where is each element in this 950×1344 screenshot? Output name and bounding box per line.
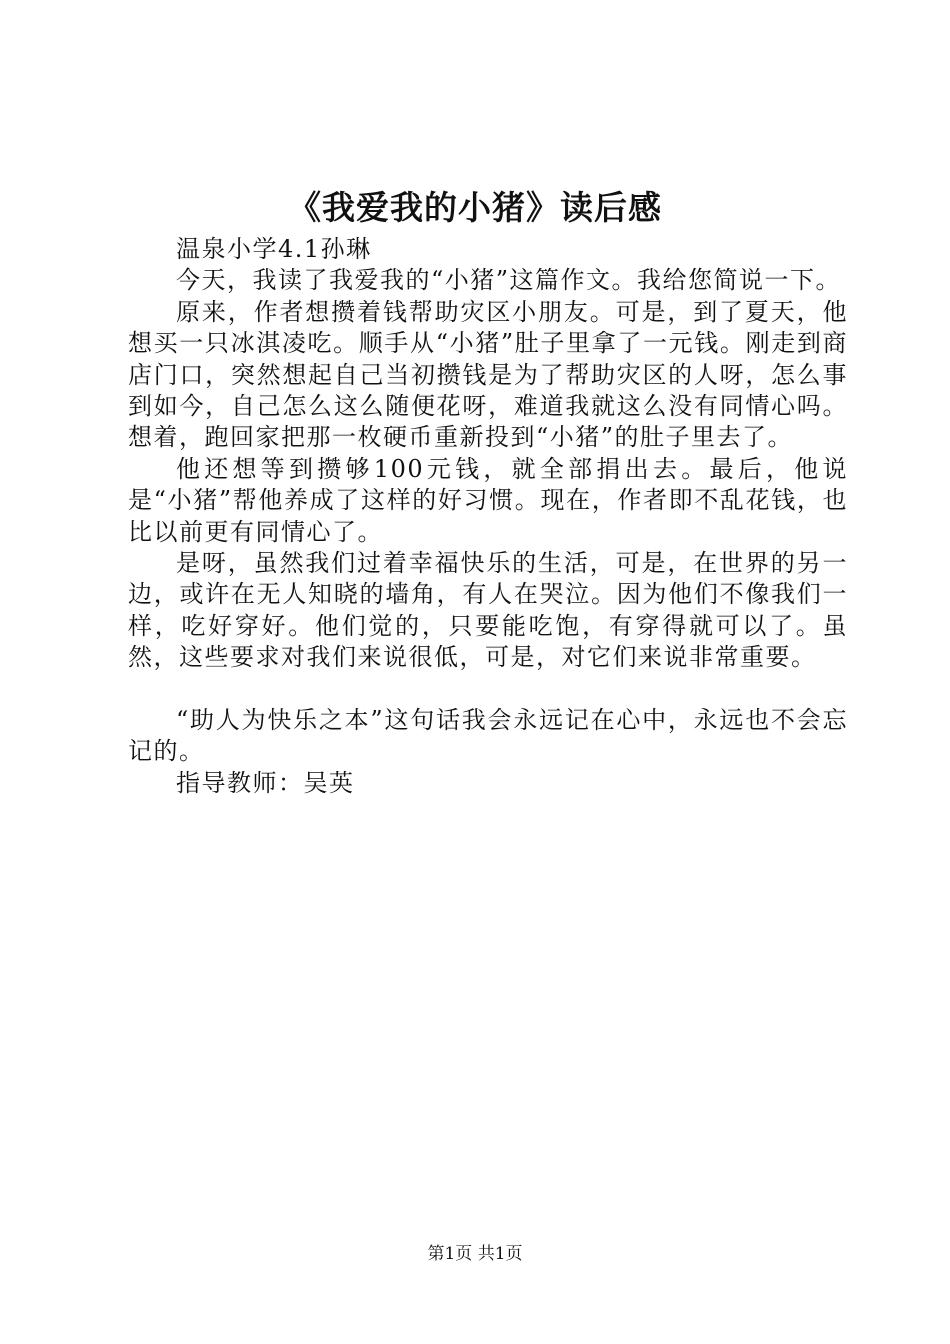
page-title: 《我爱我的小猪》读后感 [288,188,662,227]
paragraph-habit: 他还想等到攒够100元钱，就全部捐出去。最后，他说是“小猪”帮他养成了这样的好习惯。现在，作者即不乱花钱，也比以前更有同情心了。 [128,454,848,546]
byline: 温泉小学4.1孙琳 [176,235,372,263]
paragraph-reflection: 是呀，虽然我们过着幸福快乐的生活，可是，在世界的另一边，或许在无人知晓的墙角，有人在哭泣。因为他们不像我们一样，吃好穿好。他们觉的，只要能吃饱，有穿得就可以了。虽然，这些要求对我们来说很低，可是，对它们来说非常重要。 [128,549,848,672]
document-body [128,234,848,799]
paragraph-intro: 今天，我读了我爱我的“小猪”这篇作文。我给您简说一下。 [176,266,842,295]
teacher-line: 指导教师：吴英 [176,768,355,797]
paragraph-conclusion: “助人为快乐之本”这句话我会永远记在心中，永远也不会忘记的。 [128,706,848,766]
paragraph-story: 原来，作者想攒着钱帮助灾区小朋友。可是，到了夏天，他想买一只冰淇凌吃。顺手从“小猪”肚子里拿了一元钱。刚走到商店门口，突然想起自己当初攒钱是为了帮助灾区的人呀，怎么事到如今，自己怎么这么随便花呀，难道我就这么没有同情心吗。想着，跑回家把那一枚硬币重新投到“小猪”的肚子里去了。 [128,297,848,452]
page-number-footer: 第1页 共1页 [427,1244,523,1264]
paragraph-spacer [128,674,848,705]
